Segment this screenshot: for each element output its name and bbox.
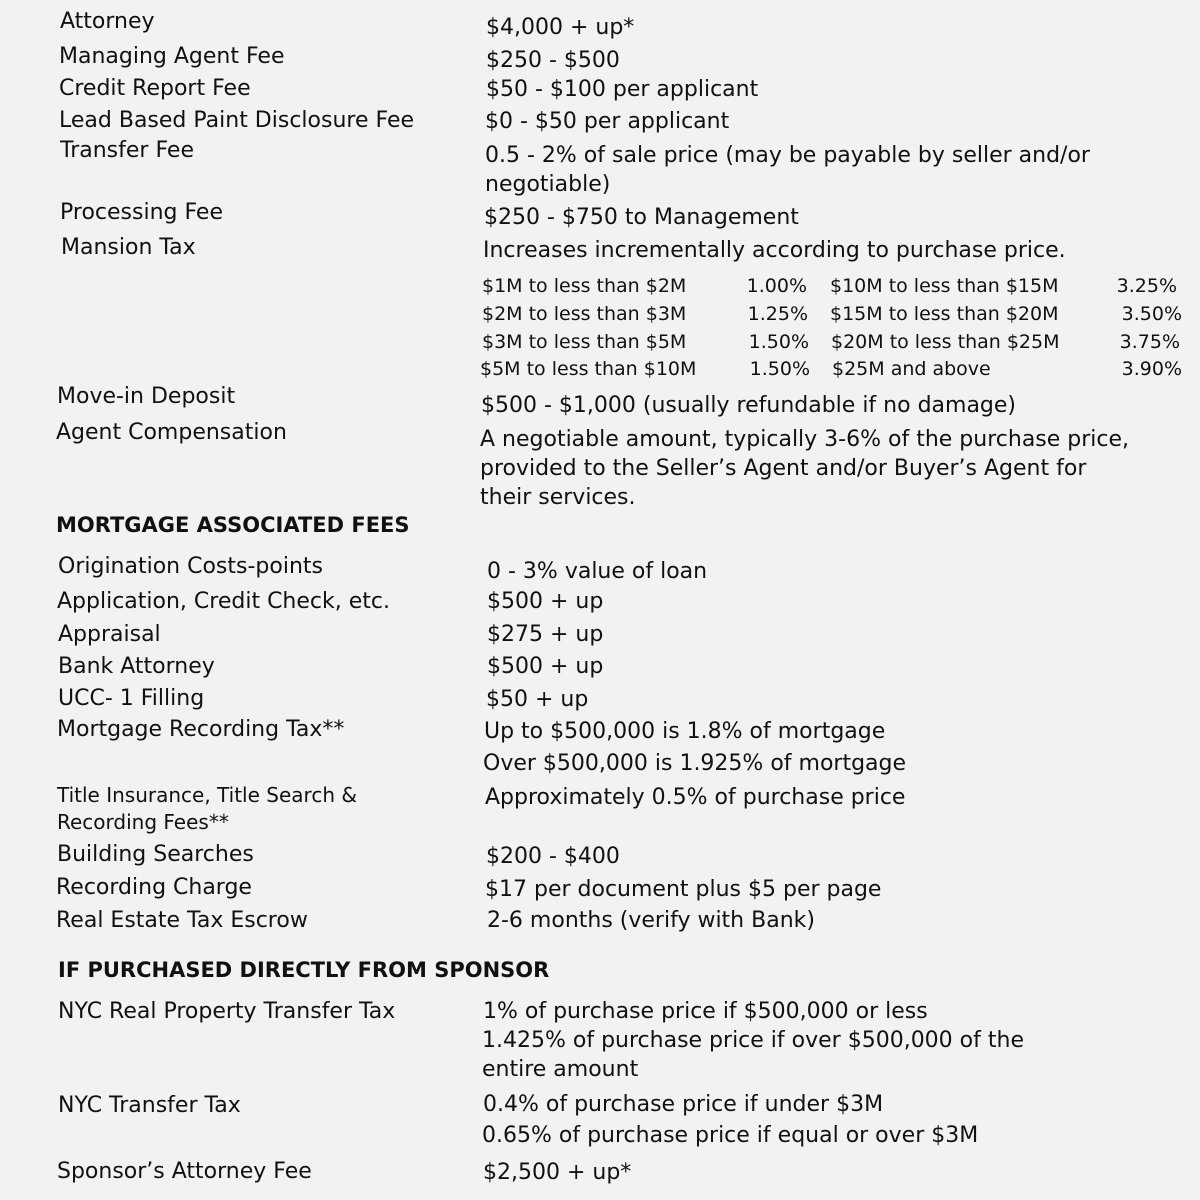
value-mansion-tax: Increases incrementally according to purchase price. bbox=[483, 238, 1066, 263]
value-recording-charge: $17 per document plus $5 per page bbox=[485, 877, 882, 902]
label-bank-attorney: Bank Attorney bbox=[58, 654, 215, 679]
value-agent-compensation-line1: A negotiable amount, typically 3-6% of the purchase price, bbox=[480, 427, 1130, 452]
value-nyc-transfer-tax-line2: 0.65% of purchase price if equal or over $3M bbox=[482, 1123, 979, 1148]
value-nyc-transfer-tax-line1: 0.4% of purchase price if under $3M bbox=[483, 1092, 884, 1117]
label-managing-agent-fee: Managing Agent Fee bbox=[59, 44, 285, 69]
value-origination: 0 - 3% value of loan bbox=[487, 559, 708, 584]
value-managing-agent-fee: $250 - $500 bbox=[486, 48, 620, 73]
mansion-rate-value: 1.50% bbox=[749, 358, 810, 380]
mansion-rate-value: 1.50% bbox=[748, 331, 809, 353]
mansion-rate-value: 3.90% bbox=[1121, 358, 1182, 380]
mansion-rate-value: 1.00% bbox=[746, 275, 807, 297]
label-title-insurance-line2: Recording Fees** bbox=[57, 810, 229, 834]
label-origination: Origination Costs-points bbox=[58, 554, 323, 579]
label-nyc-transfer-tax: NYC Transfer Tax bbox=[58, 1093, 241, 1118]
mansion-rate-range: $1M to less than $2M bbox=[482, 275, 687, 297]
value-processing-fee: $250 - $750 to Management bbox=[484, 205, 799, 230]
mansion-rate-range: $20M to less than $25M bbox=[831, 331, 1060, 353]
mansion-rate-range: $25M and above bbox=[832, 358, 991, 380]
label-application: Application, Credit Check, etc. bbox=[57, 589, 390, 614]
value-nyc-rptt-line2: 1.425% of purchase price if over $500,000 of the bbox=[482, 1028, 1024, 1053]
label-appraisal: Appraisal bbox=[58, 622, 161, 647]
mansion-rate-value: 3.50% bbox=[1121, 303, 1182, 325]
label-sponsor-attorney-fee: Sponsor’s Attorney Fee bbox=[57, 1159, 312, 1184]
label-mortgage-recording-tax: Mortgage Recording Tax** bbox=[57, 717, 345, 742]
label-credit-report-fee: Credit Report Fee bbox=[59, 76, 251, 101]
value-building-searches: $200 - $400 bbox=[486, 844, 620, 869]
mansion-rate-value: 3.25% bbox=[1116, 275, 1177, 297]
mansion-rate-value: 3.75% bbox=[1119, 331, 1180, 353]
value-bank-attorney: $500 + up bbox=[487, 654, 604, 679]
value-mortgage-recording-tax-line1: Up to $500,000 is 1.8% of mortgage bbox=[484, 719, 886, 744]
value-ucc-filling: $50 + up bbox=[486, 687, 589, 712]
value-mortgage-recording-tax-line2: Over $500,000 is 1.925% of mortgage bbox=[483, 751, 907, 776]
value-transfer-fee-line1: 0.5 - 2% of sale price (may be payable by seller and/or bbox=[485, 143, 1090, 168]
value-agent-compensation-line3: their services. bbox=[480, 485, 636, 510]
label-ucc-filling: UCC- 1 Filling bbox=[58, 686, 205, 711]
value-appraisal: $275 + up bbox=[487, 622, 604, 647]
value-application: $500 + up bbox=[487, 589, 604, 614]
label-processing-fee: Processing Fee bbox=[60, 200, 223, 225]
label-building-searches: Building Searches bbox=[57, 842, 254, 867]
value-lead-paint-fee: $0 - $50 per applicant bbox=[485, 109, 730, 134]
label-tax-escrow: Real Estate Tax Escrow bbox=[56, 908, 308, 933]
value-sponsor-attorney-fee: $2,500 + up* bbox=[483, 1160, 632, 1185]
value-nyc-rptt-line3: entire amount bbox=[482, 1057, 639, 1082]
value-agent-compensation-line2: provided to the Seller’s Agent and/or Buyer’s Agent for bbox=[480, 456, 1087, 481]
mansion-rate-range: $5M to less than $10M bbox=[480, 358, 697, 380]
label-attorney: Attorney bbox=[60, 9, 155, 34]
value-nyc-rptt-line1: 1% of purchase price if $500,000 or less bbox=[483, 999, 928, 1024]
value-title-insurance: Approximately 0.5% of purchase price bbox=[485, 785, 906, 810]
label-lead-paint-fee: Lead Based Paint Disclosure Fee bbox=[59, 108, 415, 133]
label-move-in-deposit: Move-in Deposit bbox=[57, 384, 236, 409]
mansion-rate-range: $10M to less than $15M bbox=[830, 275, 1059, 297]
mansion-rate-range: $3M to less than $5M bbox=[482, 331, 687, 353]
value-tax-escrow: 2-6 months (verify with Bank) bbox=[487, 908, 815, 933]
label-transfer-fee: Transfer Fee bbox=[60, 138, 194, 163]
mansion-rate-range: $15M to less than $20M bbox=[830, 303, 1059, 325]
section-heading-mortgage: MORTGAGE ASSOCIATED FEES bbox=[56, 513, 410, 537]
label-title-insurance-line1: Title Insurance, Title Search & bbox=[57, 783, 357, 807]
mansion-rate-value: 1.25% bbox=[747, 303, 808, 325]
label-agent-compensation: Agent Compensation bbox=[56, 420, 287, 445]
value-attorney: $4,000 + up* bbox=[486, 15, 635, 40]
mansion-rate-range: $2M to less than $3M bbox=[482, 303, 687, 325]
label-mansion-tax: Mansion Tax bbox=[61, 235, 196, 260]
value-move-in-deposit: $500 - $1,000 (usually refundable if no damage) bbox=[481, 393, 1017, 418]
value-credit-report-fee: $50 - $100 per applicant bbox=[486, 77, 759, 102]
value-transfer-fee-line2: negotiable) bbox=[485, 172, 611, 197]
label-nyc-rptt: NYC Real Property Transfer Tax bbox=[58, 999, 396, 1024]
section-heading-sponsor: IF PURCHASED DIRECTLY FROM SPONSOR bbox=[58, 958, 550, 982]
label-recording-charge: Recording Charge bbox=[56, 875, 252, 900]
